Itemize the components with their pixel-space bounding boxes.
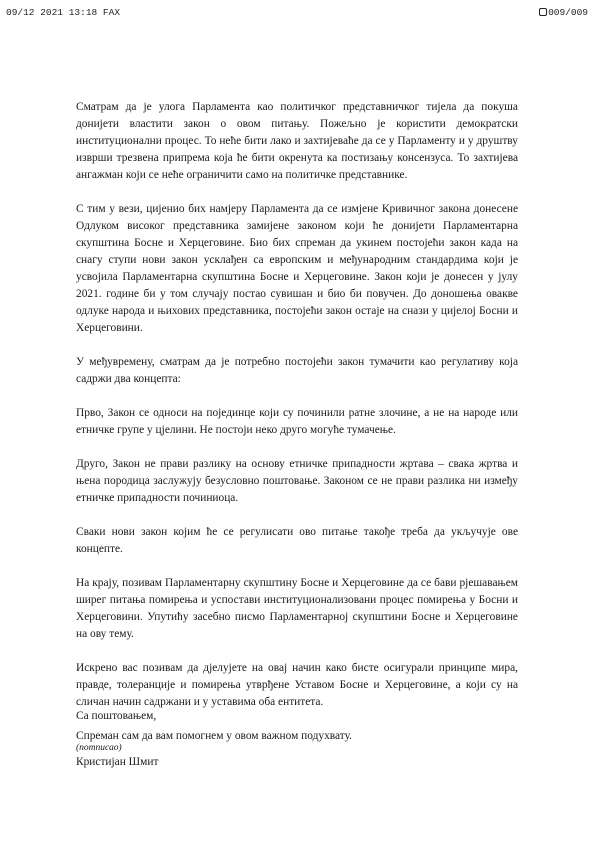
paragraph-2: С тим у вези, цијенио бих намјеру Парламента да се измјене Кривичног закона донесене Одлуком високог представника замијене законом који ће донијети Парламентарна скупштина Босне и Херцеговине. Био бих спреман да укинем постојећи закон када на снагу ступи нови закон усклађен са европским и међународним стандардима који је усвојила Парламентарна скупштина Босне и Херцеговине. Закон који је донесен у јулу 2021. године би у том случају постао сувишан и био би повучен. До доношења овакве одлуке народа и њихових представника, постојећи закон остаје на снази у цијелој Босни и Херцеговини. bbox=[76, 203, 518, 334]
closing: Са поштовањем, bbox=[76, 710, 157, 722]
paragraph-5: Друго, Закон не прави разлику на основу етничке припадности жртава – свака жртва и њена породица заслужују безусловно поштовање. Законом се не прави разлика ни између етничке припадности починиоца. bbox=[76, 458, 518, 504]
fax-page-icon bbox=[539, 8, 547, 16]
paragraph-1: Сматрам да је улога Парламента као политичког представничког тијела да покуша донијети властити закон о овом питању. Пожељно је користити демократски институционални процес. То неће бити лако и захтијеваће да се у Парламенту и у друштву изврши трезвена припрема која ће бити окренута ка постизању консензуса. То захтијева ангажман који се неће ограничити само на политичке представнике. bbox=[76, 101, 518, 181]
paragraph-9: Спреман сам да вам помогнем у овом важном подухвату. bbox=[76, 730, 352, 742]
paragraph-4: Прво, Закон се односи на појединце који су починили ратне злочине, а не на народе или етничке групе у цјелини. Не постоји неко друго могуће тумачење. bbox=[76, 407, 518, 436]
paragraph-3: У међувремену, сматрам да је потребно постојећи закон тумачити као регулативу која садржи два концепта: bbox=[76, 356, 518, 385]
fax-page-count: 009/009 bbox=[548, 7, 588, 18]
fax-page-number bbox=[539, 7, 588, 18]
fax-timestamp: 09/12 2021 13:18 FAX bbox=[6, 7, 121, 18]
paragraph-8: Искрено вас позивам да дјелујете на овај начин како бисте осигурали принципе мира, правде, толеранције и помирења утврђене Уставом Босне и Херцеговине, а који су на сличан начин садржани и у уставима оба ентитета. bbox=[76, 662, 518, 708]
paragraph-6: Сваки нови закон којим ће се регулисати ово питање такође треба да укључује ове концепте. bbox=[76, 526, 518, 555]
signer-name: Кристијан Шмит bbox=[76, 756, 159, 768]
paragraph-7: На крају, позивам Парламентарну скупштину Босне и Херцеговине да се бави рјешавањем ширег питања помирења и успостави институционализовани процес помирења у Босни и Херцеговини. Упутићу засебно писмо Парламентарној скупштини Босне и Херцеговине на ову тему. bbox=[76, 577, 518, 640]
signed-note: (потписао) bbox=[76, 743, 122, 753]
letter-body bbox=[76, 99, 518, 762]
